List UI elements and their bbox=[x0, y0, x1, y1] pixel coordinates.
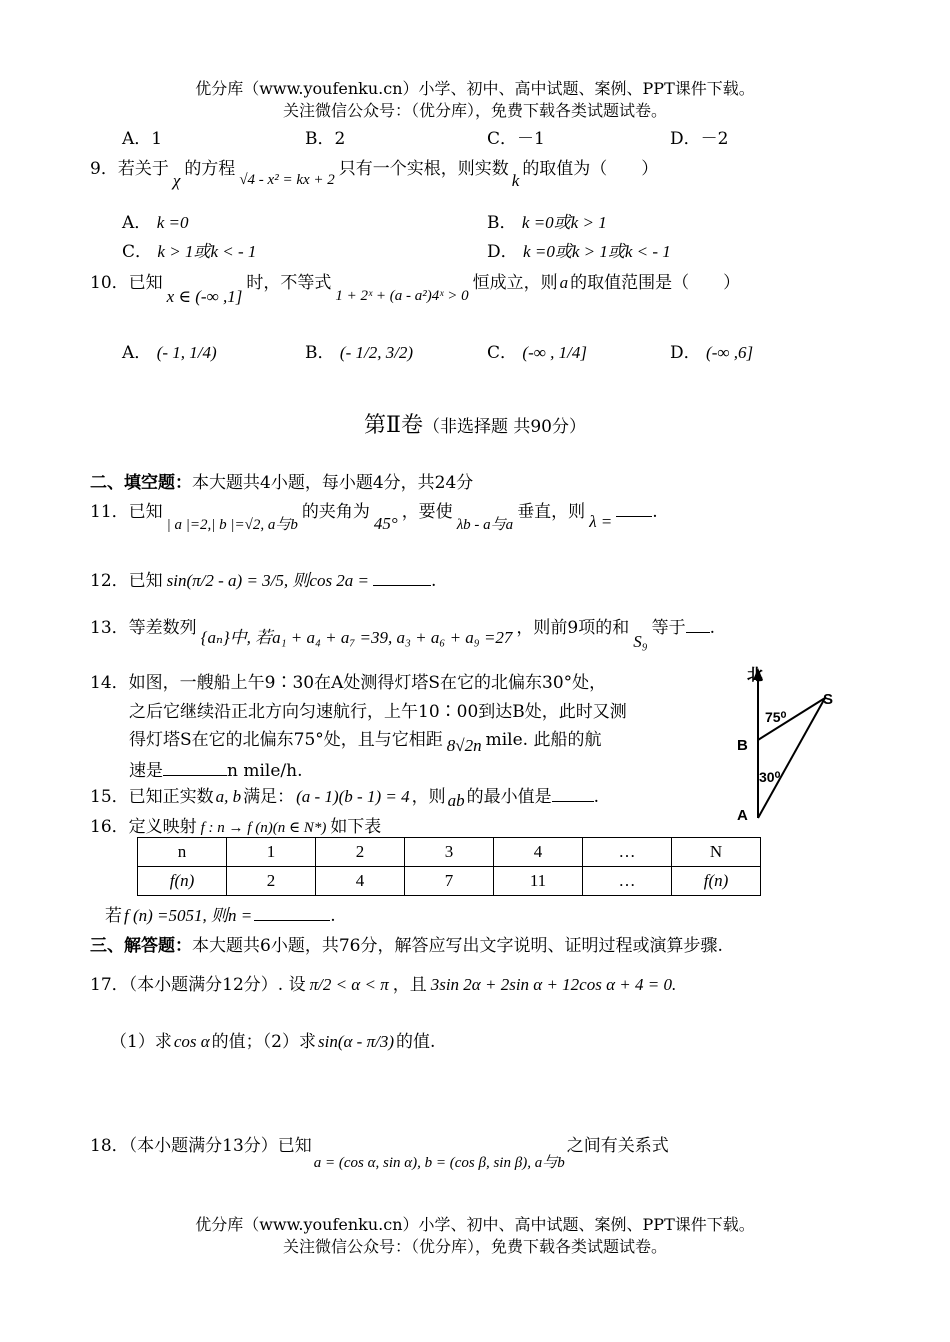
q16-text: 定义映射 bbox=[128, 817, 197, 837]
q10-var-a: a bbox=[559, 273, 569, 292]
table-cell: 7 bbox=[405, 867, 494, 896]
q8-option-d: D．－2 bbox=[670, 129, 729, 149]
q16-answer-blank[interactable] bbox=[254, 920, 330, 921]
q10-option-a-math: (- 1, 1/4) bbox=[156, 343, 217, 362]
q14-answer-blank[interactable] bbox=[163, 775, 227, 776]
q8-option-a: A．1 bbox=[122, 129, 163, 149]
header-line-1: 优分库（www.youfenku.cn）小学、初中、高中试题、案例、PPT课件下载。 bbox=[195, 79, 755, 98]
q10-number: 10． bbox=[90, 273, 129, 293]
navigation-figure bbox=[725, 658, 845, 828]
q12-number: 12． bbox=[90, 571, 129, 591]
fig-north-label: 北 bbox=[747, 667, 764, 684]
q9-option-b bbox=[487, 208, 607, 233]
q9-option-b-label: B． bbox=[487, 213, 517, 233]
q17-text: ，且 bbox=[392, 975, 427, 995]
section-2-text: 本大题共4小题，每小题4分，共24分 bbox=[192, 473, 474, 493]
q11-number: 11． bbox=[90, 502, 129, 522]
q10-text: 已知 bbox=[128, 273, 163, 293]
q14-text-1: 如图，一艘船上午9∶30在A处测得灯塔S在它的北偏东30°处， bbox=[128, 673, 607, 693]
q9-text: 若关于 bbox=[117, 159, 169, 179]
q15-text: 已知正实数 bbox=[128, 787, 214, 807]
table-cell: 4 bbox=[494, 838, 583, 867]
q17-part-2: 的值；（2）求 bbox=[211, 1032, 316, 1052]
q15-text: 满足： bbox=[243, 787, 295, 807]
part2-title-sub: （非选择题 共90分） bbox=[422, 417, 586, 437]
q17-part-1: （1）求 bbox=[110, 1032, 172, 1052]
q16-map: f : n → f (n)(n ∈ N*) bbox=[200, 820, 327, 836]
q9-number: 9． bbox=[90, 159, 118, 179]
q15-equation: (a - 1)(b - 1) = 4 bbox=[296, 787, 410, 806]
q16-condition-line bbox=[105, 901, 336, 926]
q11-condition: | a |=2,| b |=√2, a与b bbox=[166, 517, 298, 533]
q15-text: 的最小值是 bbox=[466, 787, 552, 807]
q10-option-c bbox=[487, 338, 587, 363]
fig-s-label: S bbox=[823, 691, 834, 708]
table-cell: N bbox=[672, 838, 761, 867]
q8-option-c: C．－1 bbox=[487, 129, 545, 149]
q10-text: 的取值范围是（ ） bbox=[570, 273, 741, 293]
q10-option-c-label: C． bbox=[487, 343, 518, 363]
q9-text: 只有一个实根，则实数 bbox=[338, 159, 509, 179]
q18-question bbox=[90, 1131, 669, 1171]
q11-answer-blank[interactable] bbox=[616, 516, 652, 517]
table-cell: f(n) bbox=[138, 867, 227, 896]
header-line-2: 关注微信公众号：（优分库），免费下载各类试题试卷。 bbox=[282, 101, 667, 120]
q14-line-3 bbox=[129, 725, 602, 755]
table-cell: f(n) bbox=[672, 867, 761, 896]
q12-text: 已知 bbox=[128, 571, 163, 591]
q11-expression: λb - a与a bbox=[456, 517, 514, 533]
q10-option-d-math: (-∞ ,6] bbox=[706, 343, 754, 362]
q11-text: 已知 bbox=[128, 502, 163, 522]
mapping-table bbox=[137, 837, 761, 896]
q14-line-1 bbox=[90, 668, 606, 693]
q10-option-d-label: D． bbox=[670, 343, 701, 363]
q16-end: . bbox=[330, 906, 336, 926]
q13-text: 等于 bbox=[651, 618, 686, 638]
fig-angle-75: 75⁰ bbox=[765, 709, 787, 725]
q9-question bbox=[90, 154, 659, 190]
q9-text: 的取值为（ ） bbox=[522, 159, 659, 179]
fig-b-label: B bbox=[737, 737, 748, 754]
q10-inequality: 1 + 2ˣ + (a - a²)4ˣ > 0 bbox=[335, 288, 469, 304]
q8-option-b: B．2 bbox=[305, 129, 346, 149]
fig-angle-30: 30⁰ bbox=[759, 769, 781, 785]
q17-question bbox=[90, 970, 680, 995]
q10-question bbox=[90, 268, 741, 306]
q15-answer-blank[interactable] bbox=[552, 801, 594, 802]
table-cell: 3 bbox=[405, 838, 494, 867]
q14-distance: 8√2n bbox=[446, 736, 482, 755]
table-row bbox=[138, 838, 761, 867]
section-2-heading bbox=[90, 468, 473, 493]
table-cell: … bbox=[583, 867, 672, 896]
q11-angle: 45° bbox=[373, 514, 398, 533]
q10-option-b bbox=[305, 338, 413, 363]
q13-end: . bbox=[709, 618, 716, 638]
q9-option-c-label: C． bbox=[122, 242, 153, 262]
q17-equation: 3sin 2α + 2sin α + 12cos α + 4 = 0. bbox=[430, 975, 677, 994]
q15-var-ab: ab bbox=[447, 791, 465, 810]
table-cell: 4 bbox=[316, 867, 405, 896]
part2-title-main: 第Ⅱ卷 bbox=[363, 413, 423, 438]
q9-text: 的方程 bbox=[184, 159, 236, 179]
q13-answer-blank[interactable] bbox=[686, 632, 710, 633]
q17-condition: π/2 < α < π bbox=[309, 975, 389, 994]
q12-expression: sin(π/2 - a) = 3/5, 则cos 2a = bbox=[166, 571, 370, 590]
section-3-heading bbox=[90, 931, 723, 956]
q18-text: （本小题满分13分）已知 bbox=[128, 1136, 312, 1156]
q16-question bbox=[90, 812, 381, 837]
fig-a-label: A bbox=[737, 807, 748, 824]
q11-question bbox=[90, 497, 658, 533]
q17-text: （本小题满分12分）. 设 bbox=[128, 975, 306, 995]
q15-vars: a, b bbox=[215, 787, 242, 806]
q9-var-k: k bbox=[511, 171, 520, 190]
q10-option-b-math: (- 1/2, 3/2) bbox=[339, 343, 414, 362]
part2-title bbox=[0, 408, 950, 439]
q17-part-3: 的值. bbox=[396, 1032, 436, 1052]
table-cell: n bbox=[138, 838, 227, 867]
q10-option-d bbox=[670, 338, 753, 363]
q15-end: . bbox=[593, 787, 599, 807]
q9-equation: √4 - x² = kx + 2 bbox=[239, 172, 335, 188]
q17-cos: cos α bbox=[173, 1032, 210, 1051]
q18-text: 之间有关系式 bbox=[566, 1136, 669, 1156]
q9-option-d bbox=[487, 237, 671, 262]
q9-var-x: χ bbox=[172, 171, 181, 190]
q16-text: 如下表 bbox=[330, 817, 382, 837]
q11-text: 的夹角为 bbox=[301, 502, 370, 522]
q13-text: ，则前9项的和 bbox=[516, 618, 630, 638]
q11-text: ，要使 bbox=[401, 502, 453, 522]
q11-end: . bbox=[652, 502, 658, 522]
q13-number: 13． bbox=[90, 618, 129, 638]
q10-text: 恒成立，则 bbox=[472, 273, 558, 293]
q18-expression: a = (cos α, sin α), b = (cos β, sin β), a与b bbox=[313, 1155, 565, 1171]
q10-condition: x ∈ (-∞ ,1] bbox=[166, 287, 243, 306]
q11-result: λ = bbox=[589, 512, 613, 531]
q9-option-a-math: k =0 bbox=[156, 213, 189, 232]
q14-number: 14． bbox=[90, 673, 129, 693]
table-cell: 1 bbox=[227, 838, 316, 867]
q9-option-d-label: D． bbox=[487, 242, 518, 262]
q12-question bbox=[90, 566, 436, 591]
q17-sin: sin(α - π/3) bbox=[318, 1032, 394, 1051]
q14-line-2: 之后它继续沿正北方向匀速航行，上午10∶00到达B处，此时又测 bbox=[129, 702, 627, 722]
q10-option-a bbox=[122, 338, 217, 363]
q11-text: 垂直，则 bbox=[517, 502, 586, 522]
q14-text-4b: n mile/h. bbox=[227, 761, 303, 781]
q10-text: 时，不等式 bbox=[246, 273, 332, 293]
table-cell: 11 bbox=[494, 867, 583, 896]
table-row bbox=[138, 867, 761, 896]
q15-text: ，则 bbox=[411, 787, 446, 807]
q9-option-d-math: k =0或k > 1或k < - 1 bbox=[523, 242, 671, 261]
q16-condition: f (n) =5051, 则n = bbox=[124, 906, 253, 925]
q15-question bbox=[90, 782, 599, 810]
q13-var-s9: S₉ bbox=[633, 632, 648, 651]
q13-question bbox=[90, 613, 716, 651]
q15-number: 15． bbox=[90, 787, 129, 807]
q9-option-a-label: A． bbox=[122, 213, 152, 233]
q10-option-b-label: B． bbox=[305, 343, 335, 363]
q17-number: 17． bbox=[90, 975, 129, 995]
q16-number: 16． bbox=[90, 817, 129, 837]
table-cell: 2 bbox=[227, 867, 316, 896]
section-3-label: 三、解答题： bbox=[90, 936, 192, 956]
q10-option-a-label: A． bbox=[122, 343, 152, 363]
section-3-text: 本大题共6小题，共76分，解答应写出文字说明、证明过程或演算步骤. bbox=[192, 936, 723, 956]
q17-parts bbox=[110, 1027, 435, 1052]
q14-text-3b: mile. 此船的航 bbox=[485, 730, 602, 750]
q10-option-c-math: (-∞ , 1/4] bbox=[522, 343, 587, 362]
q16-text: 若 bbox=[105, 906, 122, 926]
q12-answer-blank[interactable] bbox=[373, 585, 431, 586]
footer-line-2: 关注微信公众号：（优分库），免费下载各类试题试卷。 bbox=[282, 1237, 667, 1256]
q9-option-a bbox=[122, 208, 188, 233]
q12-end: . bbox=[431, 571, 437, 591]
q14-text-4: 速是 bbox=[129, 761, 163, 781]
q9-option-c bbox=[122, 237, 256, 262]
q13-text: 等差数列 bbox=[128, 618, 197, 638]
section-2-label: 二、填空题： bbox=[90, 473, 192, 493]
footer-line-1: 优分库（www.youfenku.cn）小学、初中、高中试题、案例、PPT课件下载。 bbox=[195, 1215, 755, 1234]
q14-line-4 bbox=[129, 756, 303, 781]
table-cell: 2 bbox=[316, 838, 405, 867]
q14-text-3: 得灯塔S在它的北偏东75°处，且与它相距 bbox=[129, 730, 443, 750]
q9-option-b-math: k =0或k > 1 bbox=[521, 213, 607, 232]
q18-number: 18． bbox=[90, 1136, 129, 1156]
q13-expression: {aₙ}中, 若a₁ + a₄ + a₇ =39, a₃ + a₆ + a₉ =27 bbox=[200, 628, 513, 647]
q9-option-c-math: k > 1或k < - 1 bbox=[157, 242, 257, 261]
table-cell: … bbox=[583, 838, 672, 867]
